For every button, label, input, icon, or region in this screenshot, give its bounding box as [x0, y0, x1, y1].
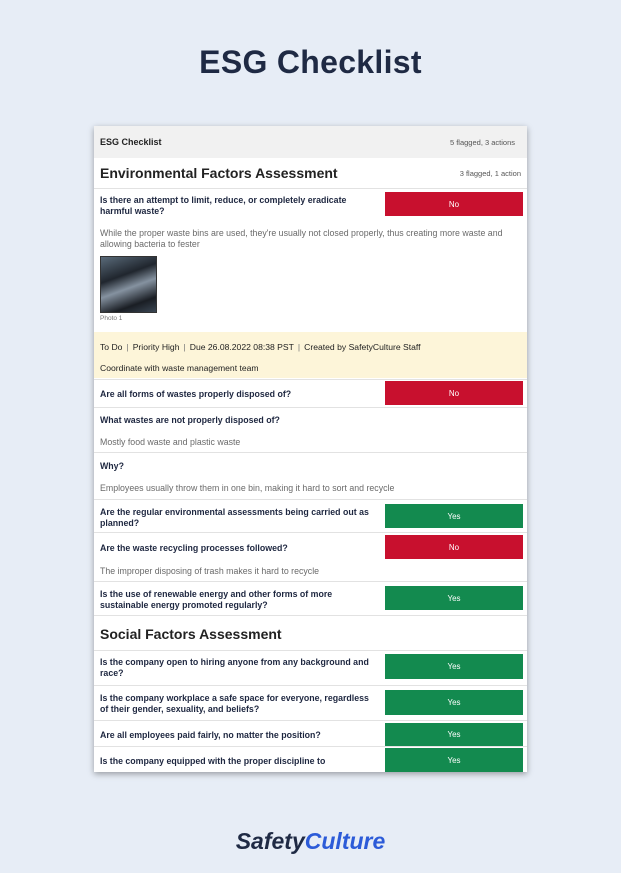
section-title: Environmental Factors Assessment	[100, 165, 338, 181]
question-text: Is the use of renewable energy and other forms of more sustainable energy promoted regularly?	[100, 589, 333, 610]
response-badge: No	[385, 381, 523, 405]
photo-label: Photo 1	[100, 315, 123, 322]
section-title: Social Factors Assessment	[100, 626, 282, 642]
environmental-section-header	[100, 164, 521, 182]
question-text: Is there an attempt to limit, reduce, or completely eradicate harmful waste?	[100, 195, 347, 216]
item-note: While the proper waste bins are used, they're usually not closed properly, thus creating more waste and allowing bacteria to fester	[100, 228, 503, 249]
question-text: Are all forms of wastes properly disposed of?	[100, 389, 292, 399]
photo-thumbnail[interactable]	[100, 256, 157, 313]
action-priority: Priority High	[132, 342, 180, 352]
row-divider	[94, 532, 527, 533]
row-divider	[94, 685, 527, 686]
document-header	[94, 126, 527, 158]
question-text: Is the company equipped with the proper discipline to	[100, 756, 326, 766]
response-badge: Yes	[385, 723, 523, 746]
question-text: Are all employees paid fairly, no matter the position?	[100, 730, 321, 740]
action-description: Coordinate with waste management team	[100, 363, 259, 373]
response-badge: No	[385, 535, 523, 559]
row-divider	[94, 188, 527, 189]
row-divider	[94, 746, 527, 747]
page-title: ESG Checklist	[199, 44, 422, 80]
social-section-header	[100, 625, 521, 643]
question-text: What wastes are not properly disposed of?	[100, 415, 280, 425]
document-title: ESG Checklist	[100, 137, 162, 147]
logo-text-2: Culture	[304, 828, 386, 854]
action-creator: Created by SafetyCulture Staff	[304, 342, 421, 352]
row-divider	[94, 379, 527, 380]
section-summary: 3 flagged, 1 action	[459, 168, 521, 178]
question-text: Are the regular environmental assessments being carried out as planned?	[100, 507, 369, 528]
question-text: Is the company open to hiring anyone from any background and race?	[100, 657, 369, 678]
response-badge: Yes	[385, 654, 523, 679]
response-badge: No	[385, 192, 523, 216]
row-divider	[94, 615, 527, 616]
row-divider	[94, 499, 527, 500]
checklist-document	[94, 126, 527, 772]
action-due: Due 26.08.2022 08:38 PST	[189, 342, 294, 352]
action-meta: To Do | Priority High | Due 26.08.2022 08:38 PST | Created by SafetyCulture Staff	[100, 342, 421, 352]
question-text: Are the waste recycling processes followed?	[100, 543, 288, 553]
row-divider	[94, 581, 527, 582]
safetyculture-logo	[0, 828, 621, 855]
row-divider	[94, 452, 527, 453]
logo-text-1: Safety	[235, 828, 305, 854]
response-badge: Yes	[385, 748, 523, 772]
question-text: Is the company workplace a safe space for everyone, regardless of their gender, sexuality, and beliefs?	[100, 693, 369, 714]
document-summary: 5 flagged, 3 actions	[449, 137, 515, 147]
row-divider	[94, 720, 527, 721]
row-divider	[94, 407, 527, 408]
response-badge: Yes	[385, 586, 523, 610]
row-divider	[94, 650, 527, 651]
item-note: The improper disposing of trash makes it hard to recycle	[100, 566, 320, 576]
response-badge: Yes	[385, 504, 523, 528]
response-badge: Yes	[385, 690, 523, 715]
item-answer: Mostly food waste and plastic waste	[100, 437, 241, 447]
action-card[interactable]	[94, 332, 527, 378]
item-answer: Employees usually throw them in one bin, making it hard to sort and recycle	[100, 483, 395, 493]
question-text: Why?	[100, 461, 124, 471]
action-status: To Do	[100, 342, 123, 352]
